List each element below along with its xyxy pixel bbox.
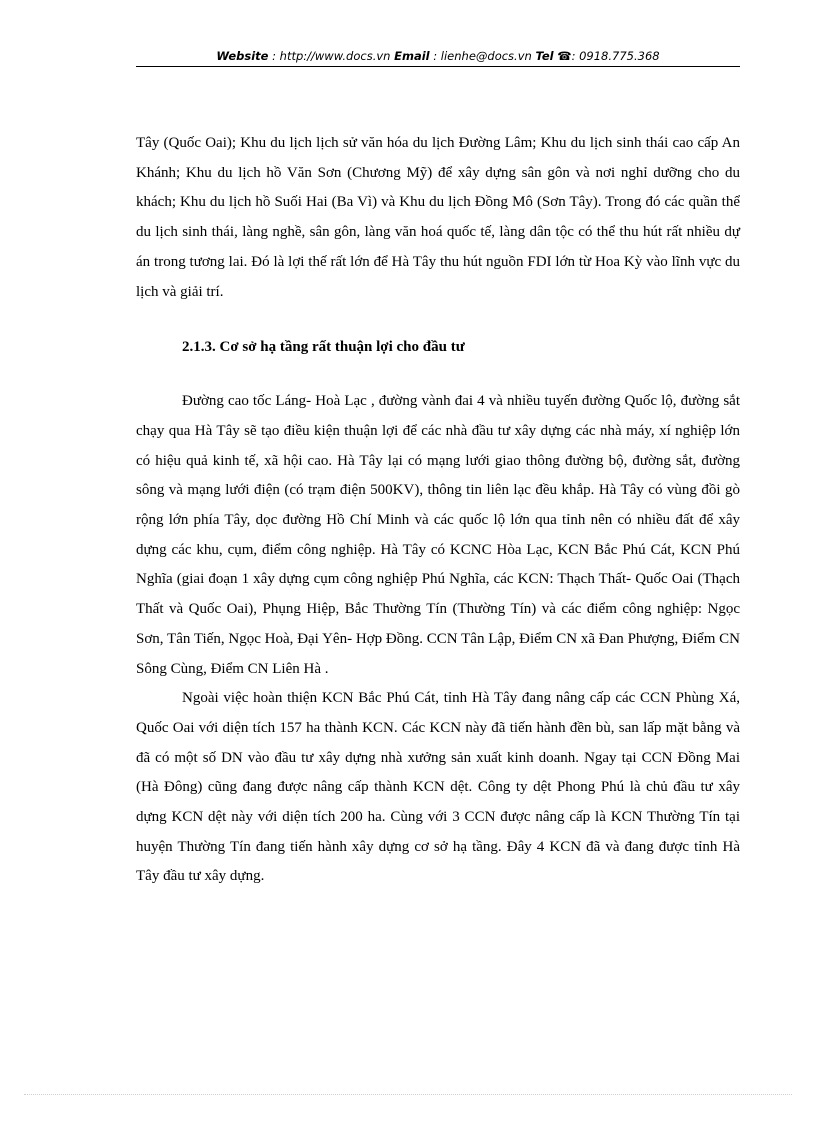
tel-sep: : xyxy=(571,49,580,63)
website-link[interactable]: http://www.docs.vn xyxy=(279,49,391,63)
email-link[interactable]: lienhe@docs.vn xyxy=(440,49,532,63)
tel-number: 0918.775.368 xyxy=(579,49,660,63)
tel-label: Tel xyxy=(535,49,554,63)
header-divider xyxy=(136,66,740,67)
page-bottom-divider xyxy=(24,1094,792,1095)
email-label: Email xyxy=(394,49,430,63)
website-label: Website xyxy=(216,49,269,63)
document-body xyxy=(136,129,740,892)
email-sep: : xyxy=(429,49,441,63)
phone-icon: ☎ xyxy=(557,49,572,63)
paragraph-infrastructure: Đường cao tốc Láng- Hoà Lạc , đường vành đai 4 và nhiều tuyến đường Quốc lộ, đường sắt chạy qua Hà Tây sẽ tạo điều kiện thuận lợi để các nhà đầu tư xây dựng các nhà máy, xí nghiệp lớn có hiệu quả kinh tế, xã hội cao. Hà Tây lại có mạng lưới giao thông đường bộ, đường sắt, đường sông và mạng lưới điện (có trạm điện 500KV), thông tin liên lạc đều khắp. Hà Tây có vùng đồi gò rộng lớn phía Tây, dọc đường Hồ Chí Minh và các quốc lộ lớn qua tỉnh nên có nhiều đất để xây dựng các khu, cụm, điểm công nghiệp. Hà Tây có KCNC Hòa Lạc, KCN Bắc Phú Cát, KCN Phú Nghĩa (giai đoạn 1 xây dựng cụm công nghiệp Phú Nghĩa, các KCN: Thạch Thất- Quốc Oai (Thạch Thất và Quốc Oai), Phụng Hiệp, Bắc Thường Tín (Thường Tín) và các điểm công nghiệp: Ngọc Sơn, Tân Tiến, Ngọc Hoà, Đại Yên- Hợp Đồng. CCN Tân Lập, Điểm CN xã Đan Phượng, Điểm CN Sông Cùng, Điểm CN Liên Hà . xyxy=(136,393,740,677)
page-header xyxy=(136,46,740,66)
paragraph-industrial-zones: Ngoài việc hoàn thiện KCN Bắc Phú Cát, tỉnh Hà Tây đang nâng cấp các CCN Phùng Xá, Quốc Oai với diện tích 157 ha thành KCN. Các KCN này đã tiến hành đền bù, san lấp mặt bằng và đã có một số DN vào đầu tư xây dựng nhà xưởng sản xuất kinh doanh. Ngay tại CCN Đồng Mai (Hà Đông) cũng đang được nâng cấp thành KCN dệt. Công ty dệt Phong Phú là chủ đầu tư xây dựng KCN dệt này với diện tích 200 ha. Cùng với 3 CCN được nâng cấp là KCN Thường Tín tại huyện Thường Tín đang tiến hành xây dựng cơ sở hạ tầng. Đây 4 KCN đã và đang được tỉnh Hà Tây đầu tư xây dựng. xyxy=(136,690,740,885)
section-heading: 2.1.3. Cơ sở hạ tầng rất thuận lợi cho đầu tư xyxy=(182,339,465,356)
paragraph-tourism: Tây (Quốc Oai); Khu du lịch lịch sử văn hóa du lịch Đường Lâm; Khu du lịch sinh thái cao cấp An Khánh; Khu du lịch hồ Văn Sơn (Chương Mỹ) để xây dựng sân gôn và nơi nghỉ dưỡng cho du khách; Khu du lịch hồ Suối Hai (Ba Vì) và Khu du lịch Đồng Mô (Sơn Tây). Trong đó các quần thể du lịch sinh thái, làng nghề, sân gôn, làng văn hoá quốc tế, làng dân tộc có thể thu hút rất nhiều dự án trong tương lai. Đó là lợi thế rất lớn để Hà Tây thu hút nguồn FDI lớn từ Hoa Kỳ vào lĩnh vực du lịch và giải trí. xyxy=(136,135,740,300)
website-sep: : xyxy=(268,49,280,63)
